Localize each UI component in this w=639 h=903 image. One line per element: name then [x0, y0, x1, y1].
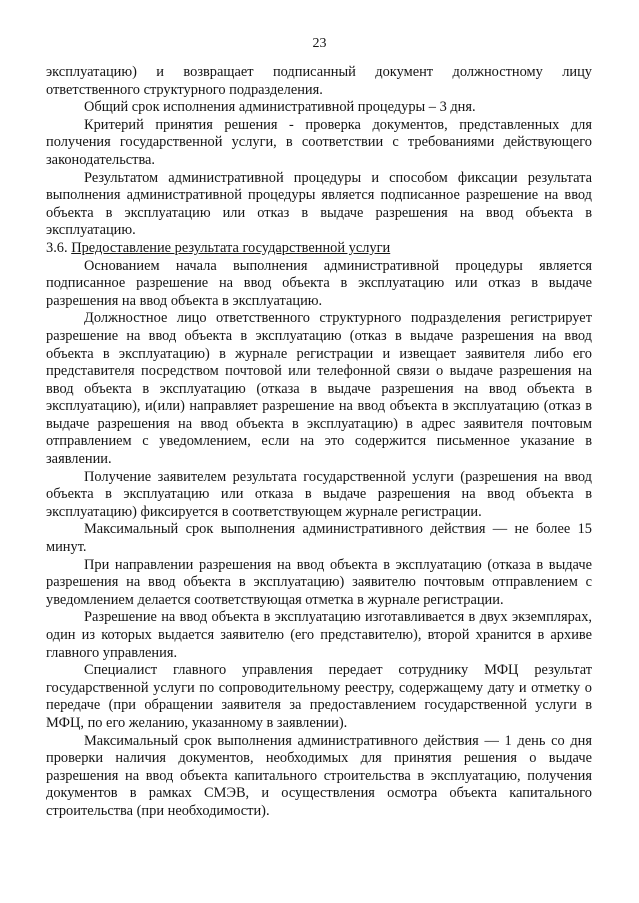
- paragraph-mfc-transfer: Специалист главного управления передает сотруднику МФЦ результат государственной услуги по сопроводительному реестру, содержащему дату и отметку о передаче (при обращении заявителя за предоставлением государственной услуги в МФЦ, по его желанию, указанному в заявлении).: [46, 662, 592, 731]
- paragraph-registration: Должностное лицо ответственного структурного подразделения регистрирует разрешение на ввод объекта в эксплуатацию (отказ в выдаче разрешения на ввод объекта в эксплуатацию) в журнале регистрации и извещает заявителя либо его представителя посредством почтовой или телефонной связи о выдаче разрешения на ввод объекта в эксплуатацию (отказа в выдаче разрешения на ввод объекта в эксплуатацию), и(или) направляет разрешение на ввод объекта в эксплуатацию (отказ в выдаче разрешения на ввод объекта в эксплуатацию) в адрес заявителя почтовым отправлением с уведомлением, если на это содержится письменное указание в заявлении.: [46, 310, 592, 468]
- paragraph-max-time-15min: Максимальный срок выполнения административного действия — не более 15 минут.: [46, 521, 592, 556]
- paragraph-continuation: эксплуатацию) и возвращает подписанный документ должностному лицу ответственного структурного подразделения.: [46, 64, 592, 98]
- paragraph-result-receipt: Получение заявителем результата государственной услуги (разрешения на ввод объекта в эксплуатацию или отказа в выдаче разрешения на ввод объекта в эксплуатацию) фиксируется в соответствующем журнале регистрации.: [46, 468, 592, 520]
- document-body: [46, 64, 592, 821]
- paragraph-procedure-result: Результатом административной процедуры и способом фиксации результата выполнения административной процедуры является подписанное разрешение на ввод объекта в эксплуатацию или отказ в выдаче разрешения на ввод объекта в эксплуатацию.: [46, 169, 592, 239]
- paragraph-total-duration: Общий срок исполнения административной процедуры – 3 дня.: [84, 99, 476, 116]
- paragraph-max-time-1day: Максимальный срок выполнения административного действия — 1 день со дня проверки наличия документов, необходимых для принятия решения о выдаче разрешения на ввод объекта капитального строительства в эксплуатацию, получения документов в рамках СМЭВ, и осуществления осмотра объекта капитального строительства (при необходимости).: [46, 732, 592, 819]
- section-heading: [46, 240, 592, 258]
- paragraph-postal-mark: При направлении разрешения на ввод объекта в эксплуатацию (отказа в выдаче разрешения на ввод объекта в эксплуатацию) заявителю почтовым отправлением с уведомлением делается соответствующая отметка в журнале регистрации.: [46, 556, 592, 608]
- paragraph-decision-criterion: Критерий принятия решения - проверка документов, представленных для получения государственной услуги, в соответствии с требованиями действующего законодательства.: [46, 116, 592, 168]
- paragraph-procedure-basis: Основанием начала выполнения административной процедуры является подписанное разрешение на ввод объекта в эксплуатацию или отказ в выдаче разрешения на ввод объекта в эксплуатацию.: [46, 257, 592, 309]
- section-number: 3.6.: [46, 239, 68, 256]
- page-number: 23: [312, 36, 327, 51]
- paragraph-two-copies: Разрешение на ввод объекта в эксплуатацию изготавливается в двух экземплярах, один из которых выдается заявителю (его представителю), второй хранится в архиве главного управления.: [46, 609, 592, 661]
- section-title: Предоставление результата государственной услуги: [71, 239, 391, 256]
